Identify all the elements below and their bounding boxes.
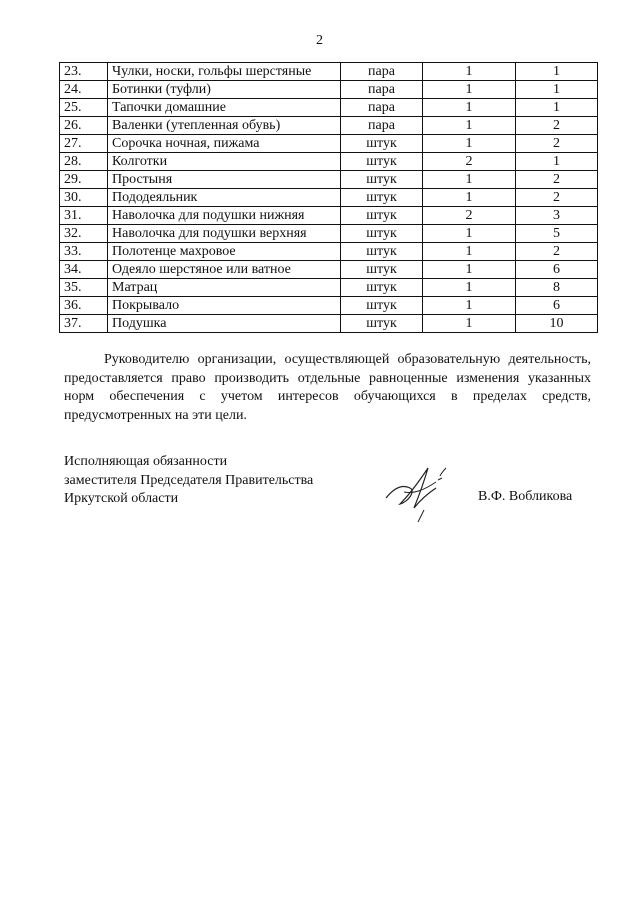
item-unit: штук bbox=[341, 189, 423, 207]
signer-name: В.Ф. Вобликова bbox=[478, 489, 573, 504]
item-unit: штук bbox=[341, 279, 423, 297]
table-row bbox=[60, 99, 598, 117]
handwritten-signature bbox=[380, 458, 460, 533]
item-unit: пара bbox=[341, 81, 423, 99]
item-quantity-b: 5 bbox=[516, 225, 598, 243]
item-name: Матрац bbox=[108, 279, 341, 297]
item-unit: пара bbox=[341, 63, 423, 81]
item-unit: штук bbox=[341, 153, 423, 171]
row-number: 36. bbox=[60, 297, 108, 315]
item-name: Колготки bbox=[108, 153, 341, 171]
signer-title-line-2: заместителя Председателя Правительства bbox=[64, 472, 314, 488]
row-number: 30. bbox=[60, 189, 108, 207]
row-number: 33. bbox=[60, 243, 108, 261]
row-number: 31. bbox=[60, 207, 108, 225]
table-row bbox=[60, 63, 598, 81]
table-row bbox=[60, 315, 598, 333]
item-unit: штук bbox=[341, 243, 423, 261]
row-number: 35. bbox=[60, 279, 108, 297]
signer-title-line-3: Иркутской области bbox=[64, 491, 179, 506]
item-name: Пододеяльник bbox=[108, 189, 341, 207]
item-quantity-a: 1 bbox=[423, 315, 516, 333]
item-quantity-b: 1 bbox=[516, 99, 598, 117]
item-quantity-b: 6 bbox=[516, 261, 598, 279]
row-number: 23. bbox=[60, 63, 108, 81]
item-name: Наволочка для подушки верхняя bbox=[108, 225, 341, 243]
item-name: Простыня bbox=[108, 171, 341, 189]
item-unit: штук bbox=[341, 207, 423, 225]
item-unit: штук bbox=[341, 297, 423, 315]
item-quantity-b: 1 bbox=[516, 81, 598, 99]
item-quantity-a: 2 bbox=[423, 153, 516, 171]
item-name: Одеяло шерстяное или ватное bbox=[108, 261, 341, 279]
item-unit: штук bbox=[341, 261, 423, 279]
item-quantity-b: 2 bbox=[516, 117, 598, 135]
row-number: 34. bbox=[60, 261, 108, 279]
item-name: Ботинки (туфли) bbox=[108, 81, 341, 99]
item-name: Чулки, носки, гольфы шерстяные bbox=[108, 63, 341, 81]
table-row bbox=[60, 279, 598, 297]
item-quantity-b: 2 bbox=[516, 189, 598, 207]
table-row bbox=[60, 171, 598, 189]
table-row bbox=[60, 297, 598, 315]
table-row bbox=[60, 135, 598, 153]
item-quantity-a: 1 bbox=[423, 63, 516, 81]
row-number: 29. bbox=[60, 171, 108, 189]
item-quantity-b: 1 bbox=[516, 63, 598, 81]
row-number: 28. bbox=[60, 153, 108, 171]
item-quantity-b: 2 bbox=[516, 135, 598, 153]
item-quantity-b: 10 bbox=[516, 315, 598, 333]
table-row bbox=[60, 261, 598, 279]
item-quantity-b: 1 bbox=[516, 153, 598, 171]
item-quantity-a: 1 bbox=[423, 243, 516, 261]
table-row bbox=[60, 243, 598, 261]
item-quantity-b: 8 bbox=[516, 279, 598, 297]
signature-block bbox=[64, 453, 313, 509]
item-name: Полотенце махровое bbox=[108, 243, 341, 261]
item-unit: штук bbox=[341, 315, 423, 333]
item-quantity-a: 1 bbox=[423, 117, 516, 135]
item-quantity-b: 3 bbox=[516, 207, 598, 225]
table-row bbox=[60, 207, 598, 225]
table-row bbox=[60, 189, 598, 207]
item-name: Подушка bbox=[108, 315, 341, 333]
norms-table-body bbox=[60, 63, 598, 333]
item-quantity-a: 1 bbox=[423, 135, 516, 153]
item-unit: пара bbox=[341, 117, 423, 135]
item-quantity-a: 1 bbox=[423, 171, 516, 189]
body-paragraph: Руководителю организации, осуществляющей образовательную деятельность, предоставляется право производить отдельные равноценные изменения указанных норм обеспечения с учетом интересов обучающихся в пределах средств, предусмотренных на эти цели. bbox=[64, 352, 591, 423]
item-quantity-a: 1 bbox=[423, 279, 516, 297]
item-quantity-a: 1 bbox=[423, 81, 516, 99]
item-name: Покрывало bbox=[108, 297, 341, 315]
item-unit: штук bbox=[341, 135, 423, 153]
table-row bbox=[60, 117, 598, 135]
item-quantity-b: 2 bbox=[516, 171, 598, 189]
page-number: 2 bbox=[316, 33, 323, 48]
item-quantity-a: 1 bbox=[423, 297, 516, 315]
item-quantity-a: 1 bbox=[423, 189, 516, 207]
row-number: 37. bbox=[60, 315, 108, 333]
signature-graphic bbox=[380, 458, 460, 528]
norms-table bbox=[59, 62, 598, 333]
item-quantity-a: 1 bbox=[423, 99, 516, 117]
table-row bbox=[60, 81, 598, 99]
item-name: Тапочки домашние bbox=[108, 99, 341, 117]
item-quantity-a: 1 bbox=[423, 261, 516, 279]
row-number: 32. bbox=[60, 225, 108, 243]
table-row bbox=[60, 225, 598, 243]
item-name: Наволочка для подушки нижняя bbox=[108, 207, 341, 225]
item-unit: штук bbox=[341, 225, 423, 243]
item-quantity-b: 2 bbox=[516, 243, 598, 261]
row-number: 26. bbox=[60, 117, 108, 135]
row-number: 24. bbox=[60, 81, 108, 99]
item-name: Сорочка ночная, пижама bbox=[108, 135, 341, 153]
item-quantity-a: 2 bbox=[423, 207, 516, 225]
item-unit: штук bbox=[341, 171, 423, 189]
item-name: Валенки (утепленная обувь) bbox=[108, 117, 341, 135]
row-number: 25. bbox=[60, 99, 108, 117]
item-quantity-a: 1 bbox=[423, 225, 516, 243]
item-unit: пара bbox=[341, 99, 423, 117]
table-row bbox=[60, 153, 598, 171]
signer-title-line-1: Исполняющая обязанности bbox=[64, 454, 228, 469]
row-number: 27. bbox=[60, 135, 108, 153]
item-quantity-b: 6 bbox=[516, 297, 598, 315]
